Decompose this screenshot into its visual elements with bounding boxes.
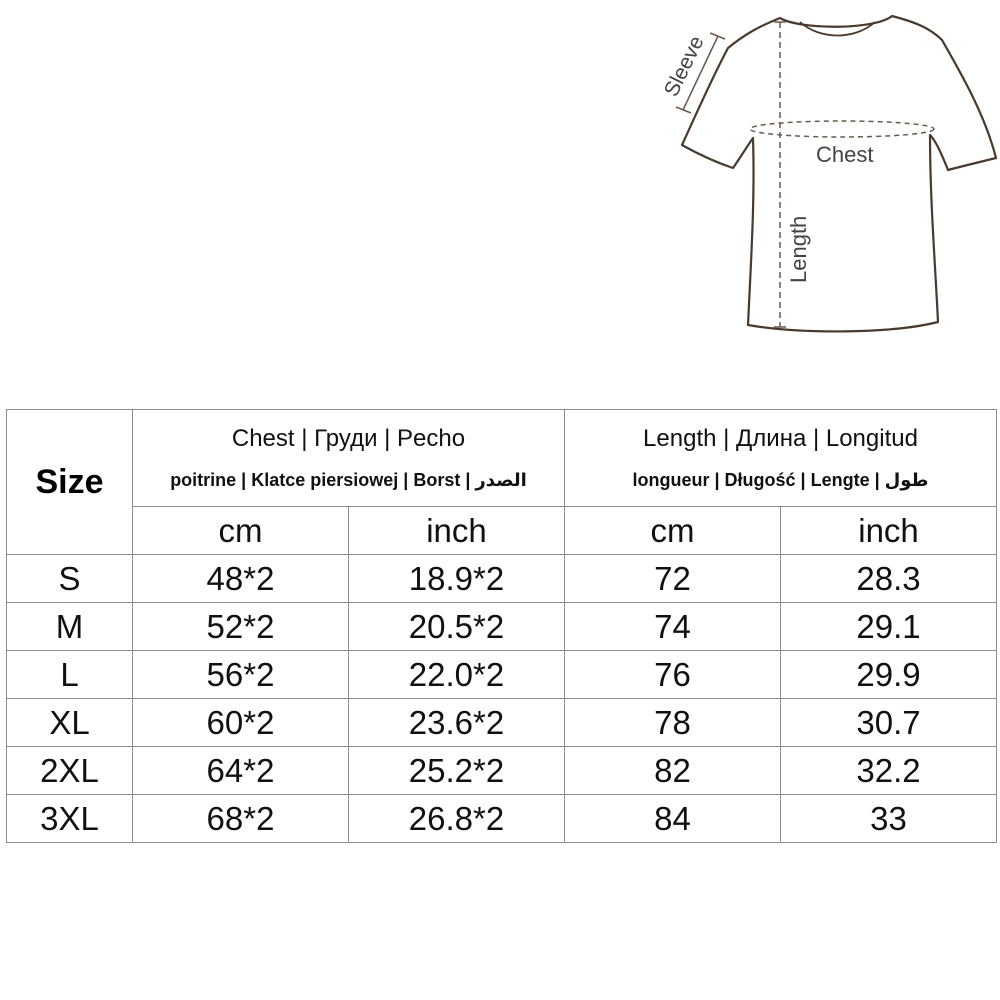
tshirt-diagram-svg: [630, 0, 1000, 345]
chest-column-header: [133, 410, 565, 507]
tshirt-measurement-diagram: [630, 0, 1000, 345]
chest-cm-cell: 60*2: [133, 699, 349, 747]
length-cm-cell: 76: [565, 651, 781, 699]
chest-header-translations: poitrine | Klatce piersiowej | Borst | الصدر: [170, 470, 527, 490]
length-inch-cell: 32.2: [781, 747, 997, 795]
length-header-main: Length | Длина | Longitud: [643, 425, 918, 452]
length-cm-cell: 72: [565, 555, 781, 603]
chest-cm-cell: 64*2: [133, 747, 349, 795]
length-cm-cell: 82: [565, 747, 781, 795]
chest-cm-unit: cm: [133, 507, 349, 555]
chest-inch-cell: 18.9*2: [349, 555, 565, 603]
chest-inch-cell: 20.5*2: [349, 603, 565, 651]
length-cm-unit: cm: [565, 507, 781, 555]
table-row: [7, 555, 997, 603]
length-inch-cell: 30.7: [781, 699, 997, 747]
chest-inch-unit: inch: [349, 507, 565, 555]
size-chart-table: [6, 409, 997, 843]
chest-label: Chest: [816, 142, 874, 167]
length-inch-cell: 29.1: [781, 603, 997, 651]
chest-cm-cell: 52*2: [133, 603, 349, 651]
size-cell: L: [7, 651, 133, 699]
length-header-translations: longueur | Długość | Lengte | طول: [632, 470, 929, 490]
size-cell: S: [7, 555, 133, 603]
size-cell: 3XL: [7, 795, 133, 843]
chest-cm-cell: 56*2: [133, 651, 349, 699]
table-row: [7, 603, 997, 651]
table-row: [7, 795, 997, 843]
size-cell: 2XL: [7, 747, 133, 795]
chest-inch-cell: 22.0*2: [349, 651, 565, 699]
chest-inch-cell: 26.8*2: [349, 795, 565, 843]
chest-header-main: Chest | Груди | Pecho: [231, 425, 466, 452]
length-inch-cell: 33: [781, 795, 997, 843]
chest-cm-cell: 68*2: [133, 795, 349, 843]
table-row: [7, 747, 997, 795]
sleeve-label: Sleeve: [659, 32, 709, 101]
chest-inch-cell: 25.2*2: [349, 747, 565, 795]
size-cell: XL: [7, 699, 133, 747]
length-cm-cell: 84: [565, 795, 781, 843]
length-measure-line: [774, 22, 786, 327]
length-inch-cell: 28.3: [781, 555, 997, 603]
units-header-row: [7, 507, 997, 555]
length-inch-cell: 29.9: [781, 651, 997, 699]
chest-cm-cell: 48*2: [133, 555, 349, 603]
table-row: [7, 651, 997, 699]
length-cm-cell: 78: [565, 699, 781, 747]
length-inch-unit: inch: [781, 507, 997, 555]
size-column-header: Size: [7, 410, 133, 555]
length-column-header: [565, 410, 997, 507]
table-header-row: [7, 410, 997, 507]
chest-inch-cell: 23.6*2: [349, 699, 565, 747]
chest-measure-ellipse: [750, 121, 934, 137]
size-cell: M: [7, 603, 133, 651]
length-cm-cell: 74: [565, 603, 781, 651]
length-label: Length: [786, 215, 811, 283]
tshirt-outline: [682, 16, 996, 331]
table-row: [7, 699, 997, 747]
